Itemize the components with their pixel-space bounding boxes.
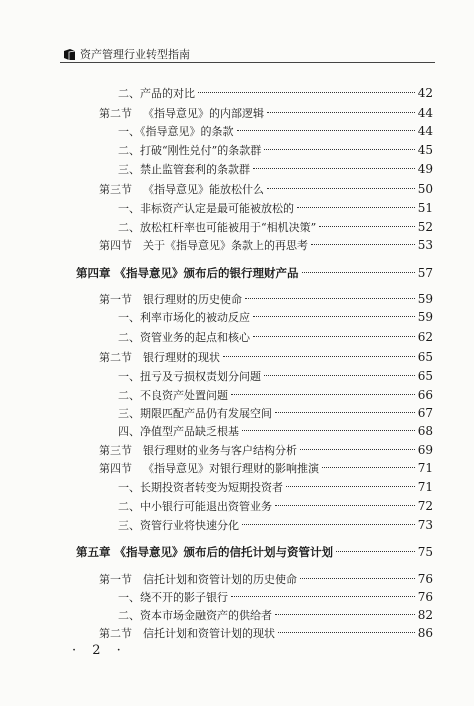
toc-section xyxy=(99,443,433,458)
dot-leader xyxy=(311,244,415,245)
toc-entry-text: 《指导意见》的内部逻辑 xyxy=(143,107,264,120)
toc-page-number: 76 xyxy=(417,590,433,604)
toc-entry-text: 绕不开的影子银行 xyxy=(140,591,228,604)
toc-entry-title xyxy=(118,125,234,139)
toc-entry-text: 银行理财的历史使命 xyxy=(143,293,242,306)
toc-entry-title xyxy=(118,87,195,101)
toc-page-number: 86 xyxy=(417,626,433,640)
toc-entry-title xyxy=(118,370,261,384)
dot-leader xyxy=(278,632,415,633)
toc-item xyxy=(118,424,433,439)
dot-leader xyxy=(322,467,415,468)
toc-page-number: 75 xyxy=(417,545,433,559)
toc-entry-label: 二、 xyxy=(118,221,140,234)
dot-leader xyxy=(242,430,415,431)
toc-entry-text: 期限匹配产品仍有发展空间 xyxy=(140,407,272,420)
toc-item xyxy=(118,201,433,216)
toc-entry-title xyxy=(76,545,333,559)
dot-leader xyxy=(300,449,415,450)
toc-page-number: 72 xyxy=(417,499,433,513)
toc-entry-label: 第四节 xyxy=(99,239,132,252)
toc-entry-title xyxy=(118,202,294,216)
toc-entry-label: 二、 xyxy=(118,500,140,513)
dot-leader xyxy=(253,336,415,337)
toc-entry-label: 二、 xyxy=(118,331,140,344)
toc-entry-title xyxy=(118,609,272,623)
toc-page-number: 73 xyxy=(417,518,433,532)
toc-entry-text: 关于《指导意见》条款上的再思考 xyxy=(143,239,308,252)
toc-entry-title xyxy=(99,462,319,476)
toc-item xyxy=(118,518,433,533)
toc-item xyxy=(118,124,433,139)
toc-entry-text: 资管业务的起点和核心 xyxy=(140,331,250,344)
dot-leader xyxy=(297,207,415,208)
toc-entry-text: 信托计划和资管计划的历史使命 xyxy=(143,573,297,586)
toc-page-number: 45 xyxy=(417,143,433,157)
toc-page-number: 76 xyxy=(417,572,433,586)
toc-page-number: 66 xyxy=(417,388,433,402)
toc-entry-text: 不良资产处置问题 xyxy=(140,389,228,402)
toc-entry-text: 放松杠杆率也可能被用于“相机决策” xyxy=(140,221,317,234)
toc-entry-title xyxy=(99,293,242,307)
toc-page-number: 57 xyxy=(417,266,433,280)
toc-item xyxy=(118,143,433,158)
toc-page-number: 62 xyxy=(417,330,433,344)
toc-item xyxy=(118,220,433,235)
dot-leader xyxy=(275,412,415,413)
toc-page-number: 71 xyxy=(417,480,433,494)
toc-entry-text: 银行理财的现状 xyxy=(143,351,220,364)
toc-entry-label: 二、 xyxy=(118,87,140,100)
toc-entry-text: 《指导意见》能放松什么 xyxy=(143,183,264,196)
toc-entry-title xyxy=(118,221,316,235)
toc-entry-label: 一、 xyxy=(118,125,140,138)
toc-entry-text: 《指导意见》颁布后的银行理财产品 xyxy=(114,266,299,280)
toc-entry-label: 二、 xyxy=(118,389,140,402)
toc-entry-label: 一、 xyxy=(118,202,140,215)
toc-page-number: 51 xyxy=(417,201,433,215)
toc-section xyxy=(99,572,433,587)
toc-page-number: 53 xyxy=(417,238,433,252)
toc-page-number: 44 xyxy=(417,124,433,138)
toc-page-number: 52 xyxy=(417,220,433,234)
toc-section xyxy=(99,238,433,253)
toc-entry-text: 非标资产认定是最可能被放松的 xyxy=(140,202,294,215)
toc-entry-title xyxy=(99,183,264,197)
toc-entry-title xyxy=(99,444,297,458)
toc-entry-text: 《指导意见》的条款 xyxy=(140,125,234,138)
dot-leader xyxy=(302,272,415,273)
toc-entry-text: 《指导意见》颁布后的信托计划与资管计划 xyxy=(114,545,334,559)
toc-entry-title xyxy=(118,331,250,345)
dot-leader xyxy=(300,578,415,579)
toc-section xyxy=(99,350,433,365)
toc-entry-title xyxy=(118,389,228,403)
toc-entry-text: 银行理财的业务与客户结构分析 xyxy=(143,444,297,457)
toc-entry-label: 第四章 xyxy=(76,266,111,280)
toc-page-number: 65 xyxy=(417,369,433,383)
dot-leader xyxy=(275,505,415,506)
toc-entry-label: 第二节 xyxy=(99,627,132,640)
toc-section xyxy=(99,182,433,197)
dot-leader xyxy=(275,614,415,615)
toc-entry-title xyxy=(118,481,283,495)
toc-entry-title xyxy=(99,351,220,365)
toc-page-number: 71 xyxy=(417,461,433,475)
toc-entry-label: 二、 xyxy=(118,144,140,157)
dot-leader xyxy=(223,356,415,357)
dot-leader xyxy=(242,524,415,525)
toc-entry-text: 扭亏及亏损权责划分问题 xyxy=(140,370,261,383)
toc-entry-label: 第三节 xyxy=(99,183,132,196)
toc-entry-text: 长期投资者转变为短期投资者 xyxy=(140,481,283,494)
dot-leader xyxy=(264,149,414,150)
toc-item xyxy=(118,162,433,177)
toc-page-number: 59 xyxy=(417,310,433,324)
toc-entry-label: 第五章 xyxy=(76,545,111,559)
page-number: · 2 · xyxy=(72,643,127,658)
toc-entry-text: 净值型产品缺乏根基 xyxy=(140,425,239,438)
toc-item xyxy=(118,388,433,403)
toc-entry-label: 三、 xyxy=(118,163,140,176)
dot-leader xyxy=(286,486,415,487)
toc-page-number: 44 xyxy=(417,106,433,120)
toc-item xyxy=(118,480,433,495)
dot-leader xyxy=(231,394,415,395)
toc-page-number: 49 xyxy=(417,162,433,176)
toc-chapter xyxy=(76,545,433,559)
toc-entry-title xyxy=(99,627,275,641)
toc-entry-label: 第一节 xyxy=(99,293,132,306)
toc-section xyxy=(99,626,433,641)
toc-entry-text: 禁止监管套利的条款群 xyxy=(140,163,250,176)
toc-entry-title xyxy=(118,163,250,177)
toc-item xyxy=(118,86,433,101)
dot-leader xyxy=(231,596,415,597)
toc-entry-label: 一、 xyxy=(118,481,140,494)
dot-leader xyxy=(245,298,415,299)
book-title: 资产管理行业转型指南 xyxy=(80,48,190,61)
toc-entry-label: 第二节 xyxy=(99,351,132,364)
toc-page-number: 59 xyxy=(417,292,433,306)
toc-item xyxy=(118,499,433,514)
toc-entry-text: 资管行业将快速分化 xyxy=(140,519,239,532)
toc-entry-text: 产品的对比 xyxy=(140,87,195,100)
toc-entry-label: 三、 xyxy=(118,519,140,532)
dot-leader xyxy=(237,130,415,131)
toc-entry-title xyxy=(118,500,272,514)
toc-entry-title xyxy=(118,519,239,533)
dot-leader xyxy=(267,112,415,113)
toc-entry-label: 一、 xyxy=(118,370,140,383)
toc-entry-text: 信托计划和资管计划的现状 xyxy=(143,627,275,640)
toc-entry-title xyxy=(99,573,297,587)
toc-page-number: 50 xyxy=(417,182,433,196)
dot-leader xyxy=(336,551,415,552)
toc-entry-title xyxy=(76,266,299,280)
toc-item xyxy=(118,608,433,623)
toc-entry-label: 一、 xyxy=(118,591,140,604)
toc-entry-text: 打破“刚性兑付”的条款群 xyxy=(140,144,262,157)
toc-entry-label: 第四节 xyxy=(99,462,132,475)
dot-leader xyxy=(264,375,415,376)
toc-page-number: 82 xyxy=(417,608,433,622)
toc-page-number: 67 xyxy=(417,406,433,420)
toc-entry-text: 利率市场化的被动反应 xyxy=(140,311,250,324)
dot-leader xyxy=(319,226,414,227)
toc-page-number: 69 xyxy=(417,443,433,457)
toc-entry-title xyxy=(118,144,261,158)
toc-entry-label: 第二节 xyxy=(99,107,132,120)
toc-item xyxy=(118,310,433,325)
dot-leader xyxy=(253,316,415,317)
toc-page-number: 42 xyxy=(417,86,433,100)
toc-entry-label: 第三节 xyxy=(99,444,132,457)
toc-chapter xyxy=(76,266,433,280)
toc-entry-text: 《指导意见》对银行理财的影响推演 xyxy=(143,462,319,475)
toc-entry-label: 第一节 xyxy=(99,573,132,586)
toc-item xyxy=(118,330,433,345)
toc-entry-label: 四、 xyxy=(118,425,140,438)
toc-entry-title xyxy=(118,591,228,605)
dot-leader xyxy=(198,92,415,93)
toc-page-number: 65 xyxy=(417,350,433,364)
toc-item xyxy=(118,369,433,384)
toc-entry-title xyxy=(118,425,239,439)
toc-item xyxy=(118,590,433,605)
toc-item xyxy=(118,406,433,421)
toc-entry-text: 资本市场金融资产的供给者 xyxy=(140,609,272,622)
toc-entry-title xyxy=(99,239,308,253)
toc-page-number: 68 xyxy=(417,424,433,438)
toc-section xyxy=(99,292,433,307)
toc-entry-label: 一、 xyxy=(118,311,140,324)
toc-entry-title xyxy=(118,407,272,421)
toc-entry-title xyxy=(99,107,264,121)
dot-leader xyxy=(267,188,415,189)
toc-section xyxy=(99,461,433,476)
toc-entry-title xyxy=(118,311,250,325)
toc-section xyxy=(99,106,433,121)
toc-entry-label: 三、 xyxy=(118,407,140,420)
toc-entry-label: 二、 xyxy=(118,609,140,622)
dot-leader xyxy=(253,168,415,169)
toc-entry-text: 中小银行可能退出资管业务 xyxy=(140,500,272,513)
